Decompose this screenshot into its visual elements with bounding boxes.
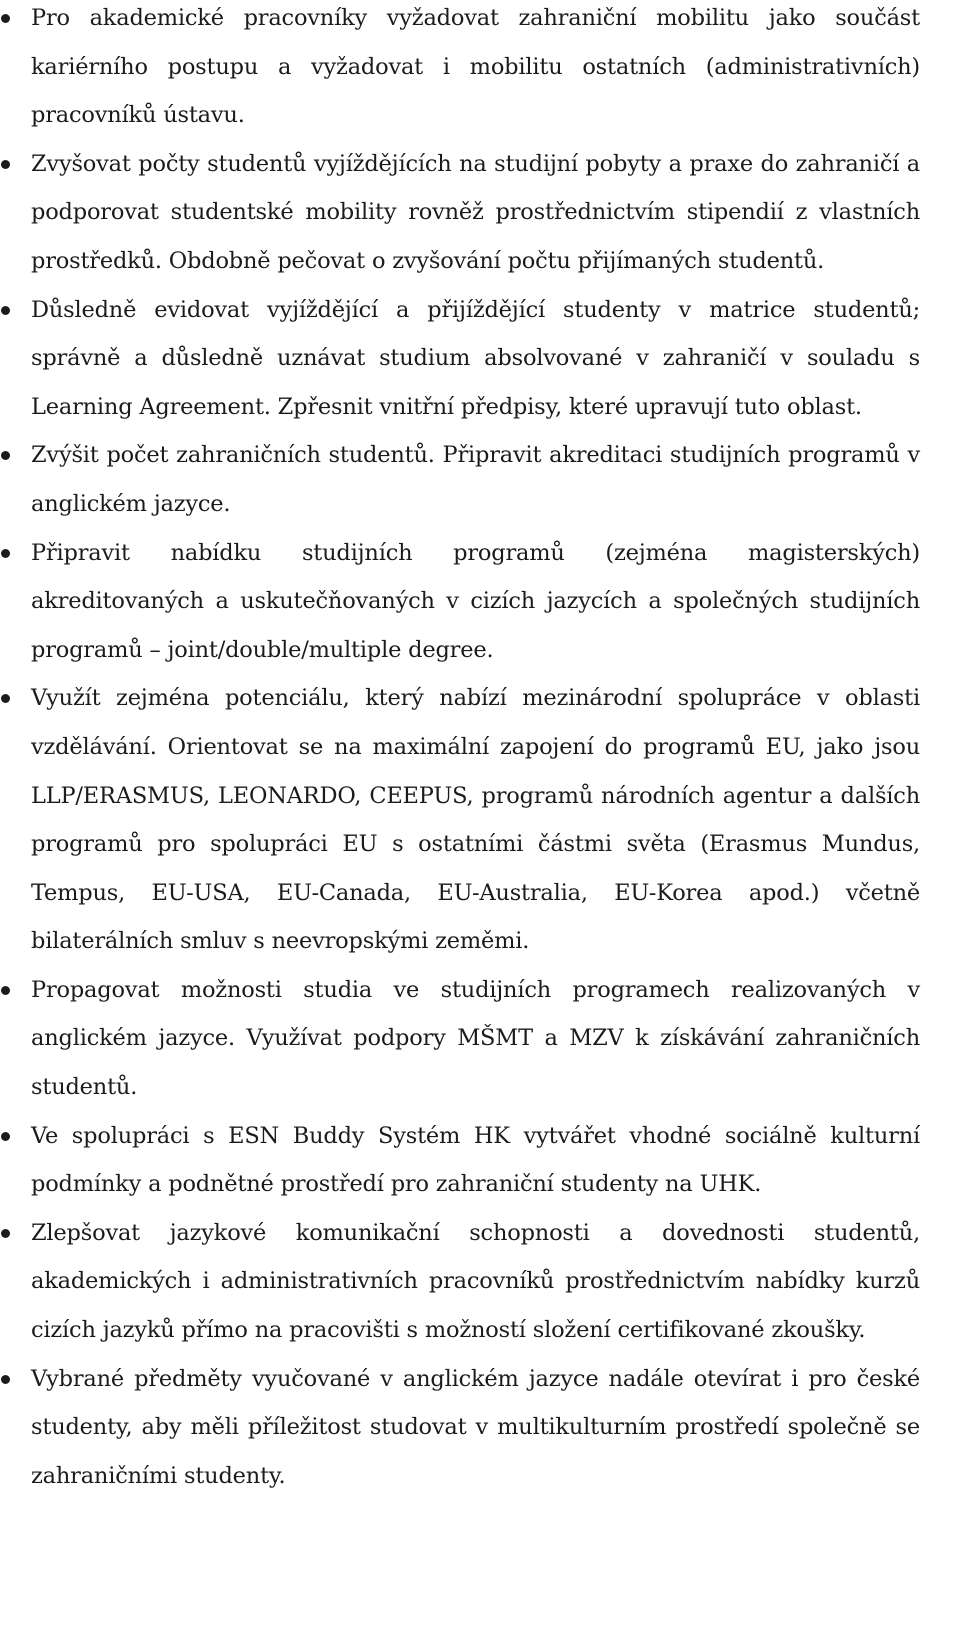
list-item-text: Využít zejména potenciálu, který nabízí mezinárodní spolupráce v oblasti vzdělávání. Orientovat se na maximální zapojení do programů EU, jako jsou LLP/ERASMUS, LEONARDO, CEEPUS, programů národních agentur a dalších programů pro spolupráci EU s ostatními částmi světa (Erasmus Mundus, Tempus, EU-USA, EU-Canada, EU-Australia, EU-Korea apod.) včetně bilaterálních smluv s neevropskými zeměmi.	[31, 685, 920, 955]
list-item	[0, 966, 920, 1112]
bullet-icon	[0, 674, 31, 723]
list-item	[0, 529, 920, 675]
list-item-text: Vybrané předměty vyučované v anglickém jazyce nadále otevírat i pro české studenty, aby měli příležitost studovat v multikulturním prostředí společně se zahraničními studenty.	[31, 1365, 920, 1489]
bullet-icon	[0, 140, 31, 189]
list-item	[0, 1112, 920, 1209]
list-item-text: Zvyšovat počty studentů vyjíždějících na studijní pobyty a praxe do zahraničí a podporovat studentské mobility rovněž prostřednictvím stipendií z vlastních prostředků. Obdobně pečovat o zvyšování počtu přijímaných studentů.	[31, 150, 920, 274]
bullet-icon	[0, 1355, 31, 1404]
list-item	[0, 1355, 920, 1501]
list-item-text: Zlepšovat jazykové komunikační schopnosti a dovednosti studentů, akademických i administrativních pracovníků prostřednictvím nabídky kurzů cizích jazyků přímo na pracovišti s možností složení certifikované zkoušky.	[31, 1219, 920, 1344]
bullet-icon	[0, 1112, 31, 1161]
bullet-icon	[0, 431, 31, 480]
bullet-icon	[0, 286, 31, 335]
bullet-icon	[0, 966, 31, 1015]
bullet-icon	[0, 1209, 31, 1258]
list-item-text: Ve spolupráci s ESN Buddy Systém HK vytvářet vhodné sociálně kulturní podmínky a podnětné prostředí pro zahraniční studenty na UHK.	[31, 1122, 920, 1198]
bullet-icon	[0, 529, 31, 578]
list-item-text: Pro akademické pracovníky vyžadovat zahraniční mobilitu jako součást kariérního postupu a vyžadovat i mobilitu ostatních (administrativních) pracovníků ústavu.	[31, 5, 920, 129]
list-item	[0, 286, 920, 432]
list-item-text: Zvýšit počet zahraničních studentů. Připravit akreditaci studijních programů v anglickém jazyce.	[31, 442, 920, 517]
bullet-icon	[0, 0, 31, 43]
list-item	[0, 674, 920, 966]
list-item-text: Důsledně evidovat vyjíždějící a přijíždějící studenty v matrice studentů; správně a důsledně uznávat studium absolvované v zahraničí v souladu s Learning Agreement. Zpřesnit vnitřní předpisy, které upravují tuto oblast.	[31, 296, 920, 420]
list-item-text: Připravit nabídku studijních programů (zejména magisterských) akreditovaných a uskutečňovaných v cizích jazycích a společných studijních programů – joint/double/multiple degree.	[31, 539, 920, 663]
list-item	[0, 431, 920, 528]
list-item	[0, 0, 920, 140]
list-item	[0, 140, 920, 286]
list-item-text: Propagovat možnosti studia ve studijních programech realizovaných v anglickém jazyce. Využívat podpory MŠMT a MZV k získávání zahraničních studentů.	[31, 976, 920, 1101]
list-item	[0, 1209, 920, 1355]
